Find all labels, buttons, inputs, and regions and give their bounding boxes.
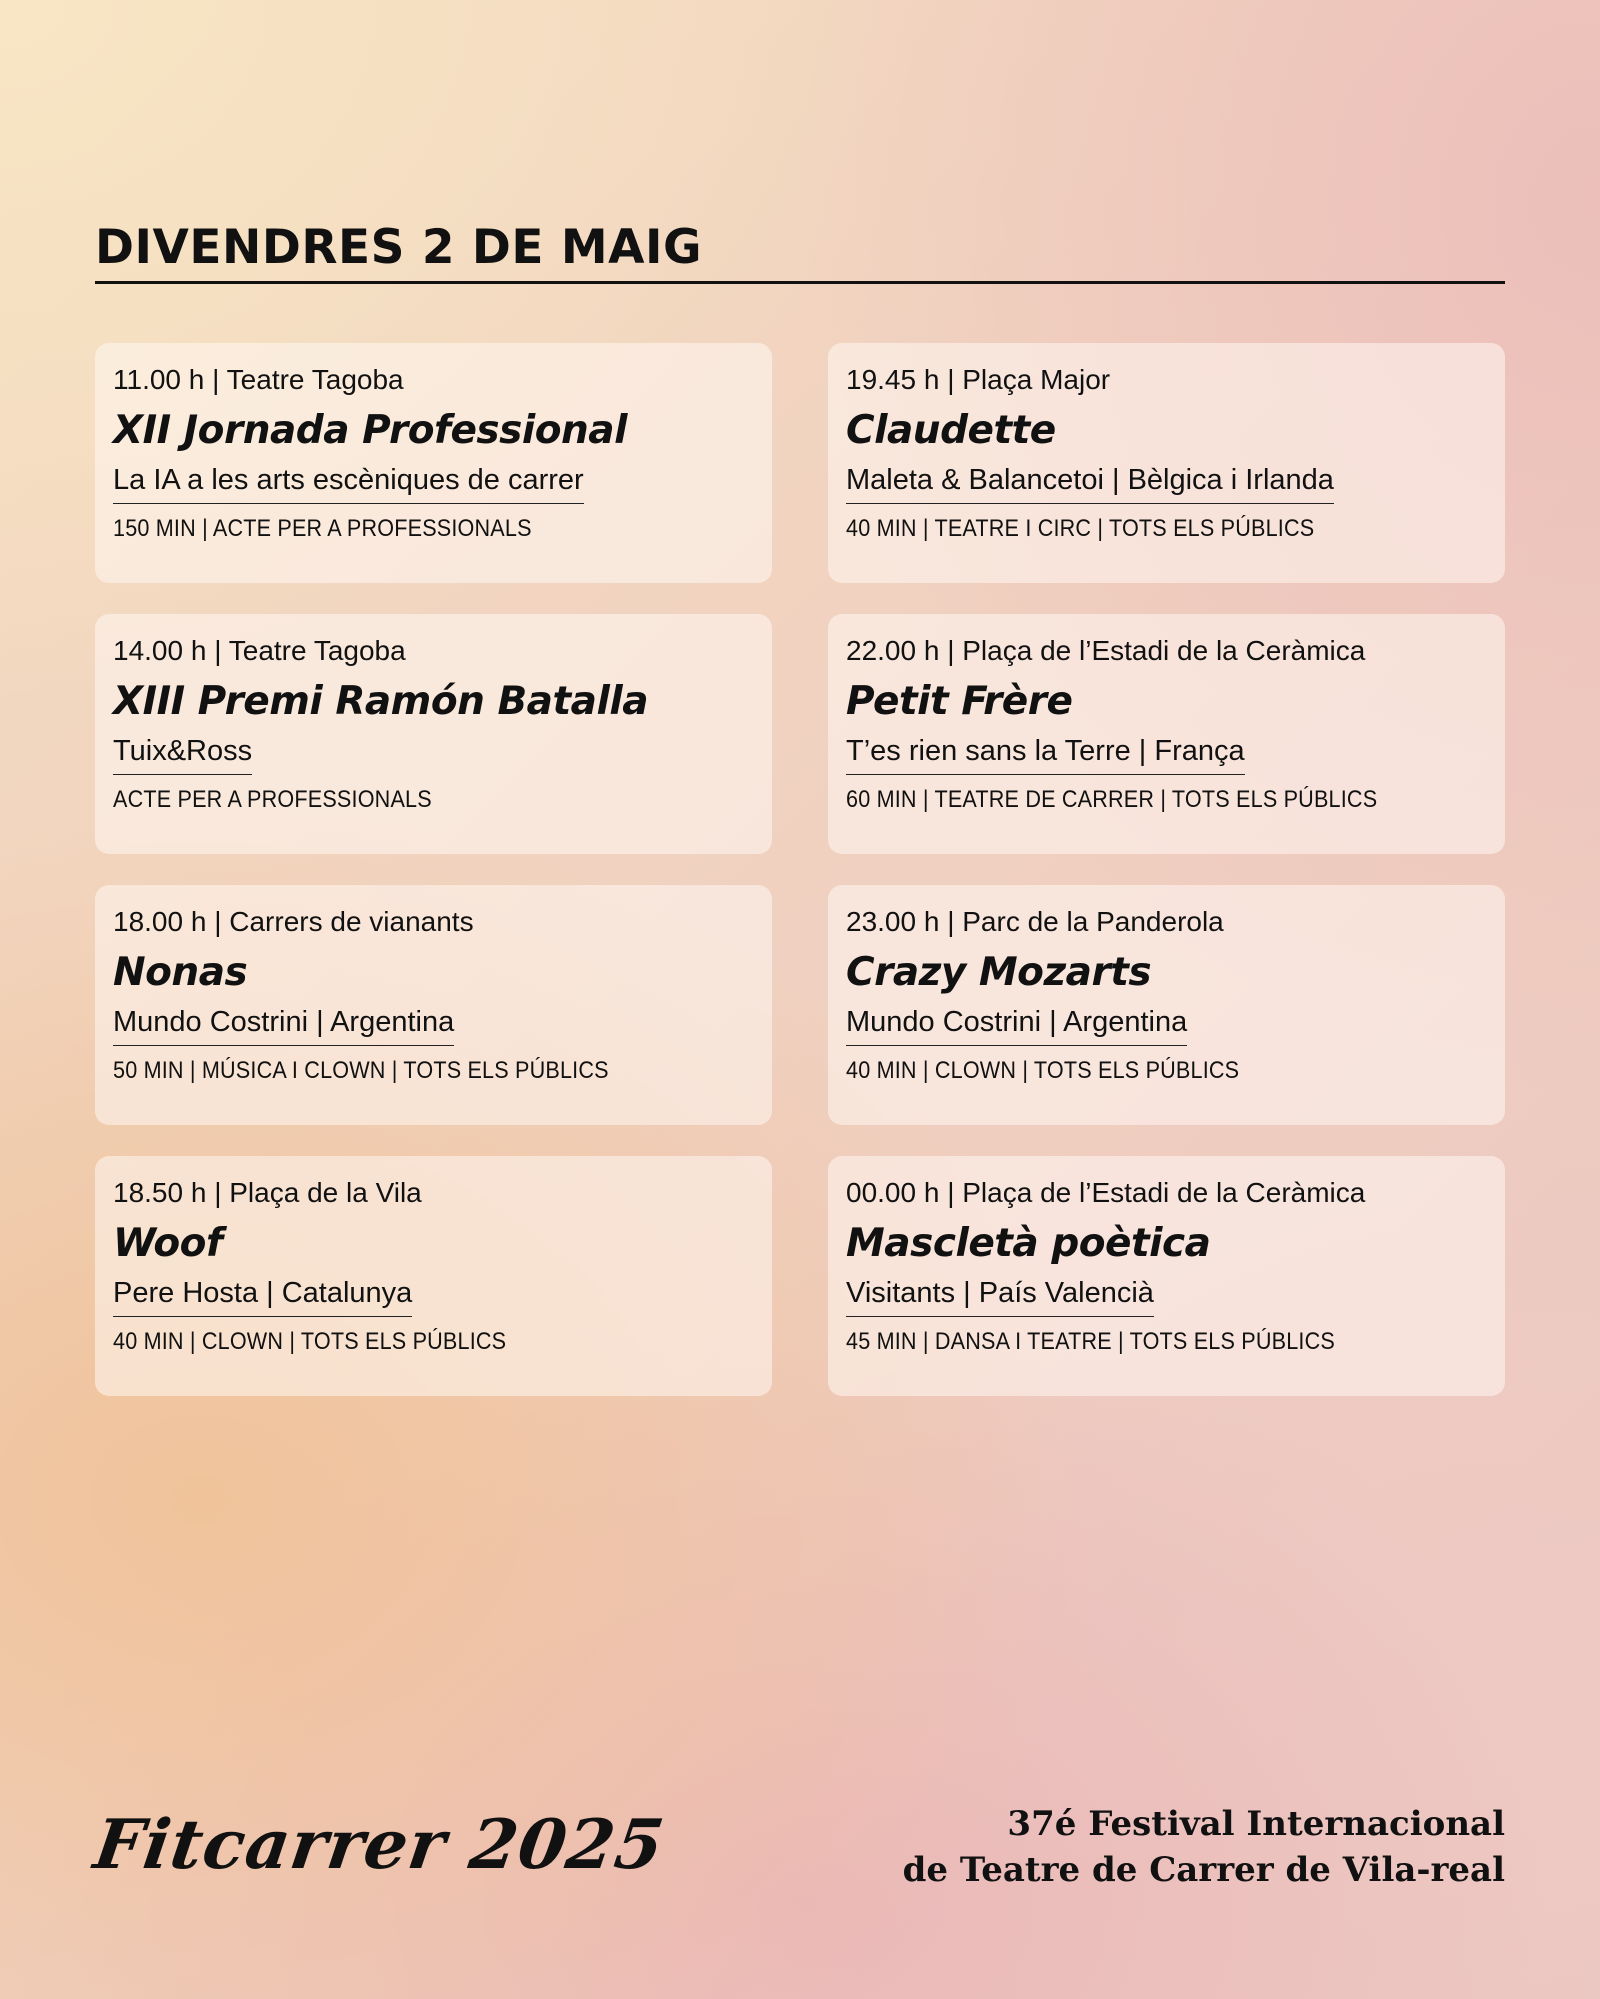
title-divider <box>95 281 1505 284</box>
event-title: XIII Premi Ramón Batalla <box>113 679 649 724</box>
event-company: Maleta & Balancetoi | Bèlgica i Irlanda <box>846 463 1334 504</box>
event-company: T’es rien sans la Terre | França <box>846 734 1245 775</box>
event-time-venue: 18.00 h | Carrers de vianants <box>113 906 474 937</box>
event-title: Mascletà poètica <box>846 1221 1211 1266</box>
event-title: XII Jornada Professional <box>113 408 627 453</box>
event-card <box>95 885 772 1125</box>
event-title: Claudette <box>846 408 1056 453</box>
event-company: Visitants | País Valencià <box>846 1276 1154 1317</box>
event-details: 150 MIN | ACTE PER A PROFESSIONALS <box>113 515 532 542</box>
event-details: 50 MIN | MÚSICA I CLOWN | TOTS ELS PÚBLICS <box>113 1057 609 1084</box>
event-details: 40 MIN | CLOWN | TOTS ELS PÚBLICS <box>113 1328 507 1355</box>
event-card <box>828 614 1505 854</box>
event-time-venue: 19.45 h | Plaça Major <box>846 364 1111 395</box>
event-details: 60 MIN | TEATRE DE CARRER | TOTS ELS PÚBLICS <box>846 786 1378 813</box>
event-details: 40 MIN | CLOWN | TOTS ELS PÚBLICS <box>846 1057 1240 1084</box>
schedule-page <box>89 0 1505 1999</box>
event-time-venue: 11.00 h | Teatre Tagoba <box>113 364 404 395</box>
event-card <box>95 343 772 583</box>
event-company: Mundo Costrini | Argentina <box>846 1005 1187 1046</box>
event-company: Tuix&Ross <box>113 734 252 775</box>
event-time-venue: 14.00 h | Teatre Tagoba <box>113 635 406 666</box>
tagline-line-2: de Teatre de Carrer de Vila-real <box>902 1850 1505 1890</box>
event-title: Petit Frère <box>846 679 1073 724</box>
event-grid <box>95 343 1505 1396</box>
event-company: Pere Hosta | Catalunya <box>113 1276 412 1317</box>
festival-logo: Fitcarrer 2025 <box>89 1805 670 1885</box>
festival-tagline <box>903 1801 1505 1893</box>
event-card <box>828 343 1505 583</box>
event-card <box>828 1156 1505 1396</box>
event-title: Woof <box>113 1221 223 1266</box>
event-card <box>95 1156 772 1396</box>
event-time-venue: 22.00 h | Plaça de l’Estadi de la Ceràmica <box>846 635 1366 666</box>
event-title: Nonas <box>113 950 248 995</box>
event-time-venue: 23.00 h | Parc de la Panderola <box>846 906 1224 937</box>
event-card <box>828 885 1505 1125</box>
tagline-line-1: 37é Festival Internacional <box>1007 1804 1505 1844</box>
event-company: La IA a les arts escèniques de carrer <box>113 463 584 504</box>
page-title: DIVENDRES 2 DE MAIG <box>95 220 703 275</box>
event-company: Mundo Costrini | Argentina <box>113 1005 454 1046</box>
event-card <box>95 614 772 854</box>
event-details: 40 MIN | TEATRE I CIRC | TOTS ELS PÚBLICS <box>846 515 1315 542</box>
event-time-venue: 00.00 h | Plaça de l’Estadi de la Ceràmica <box>846 1177 1366 1208</box>
event-title: Crazy Mozarts <box>846 950 1152 995</box>
event-details: ACTE PER A PROFESSIONALS <box>113 786 432 813</box>
event-details: 45 MIN | DANSA I TEATRE | TOTS ELS PÚBLICS <box>846 1328 1335 1355</box>
event-time-venue: 18.50 h | Plaça de la Vila <box>113 1177 422 1208</box>
